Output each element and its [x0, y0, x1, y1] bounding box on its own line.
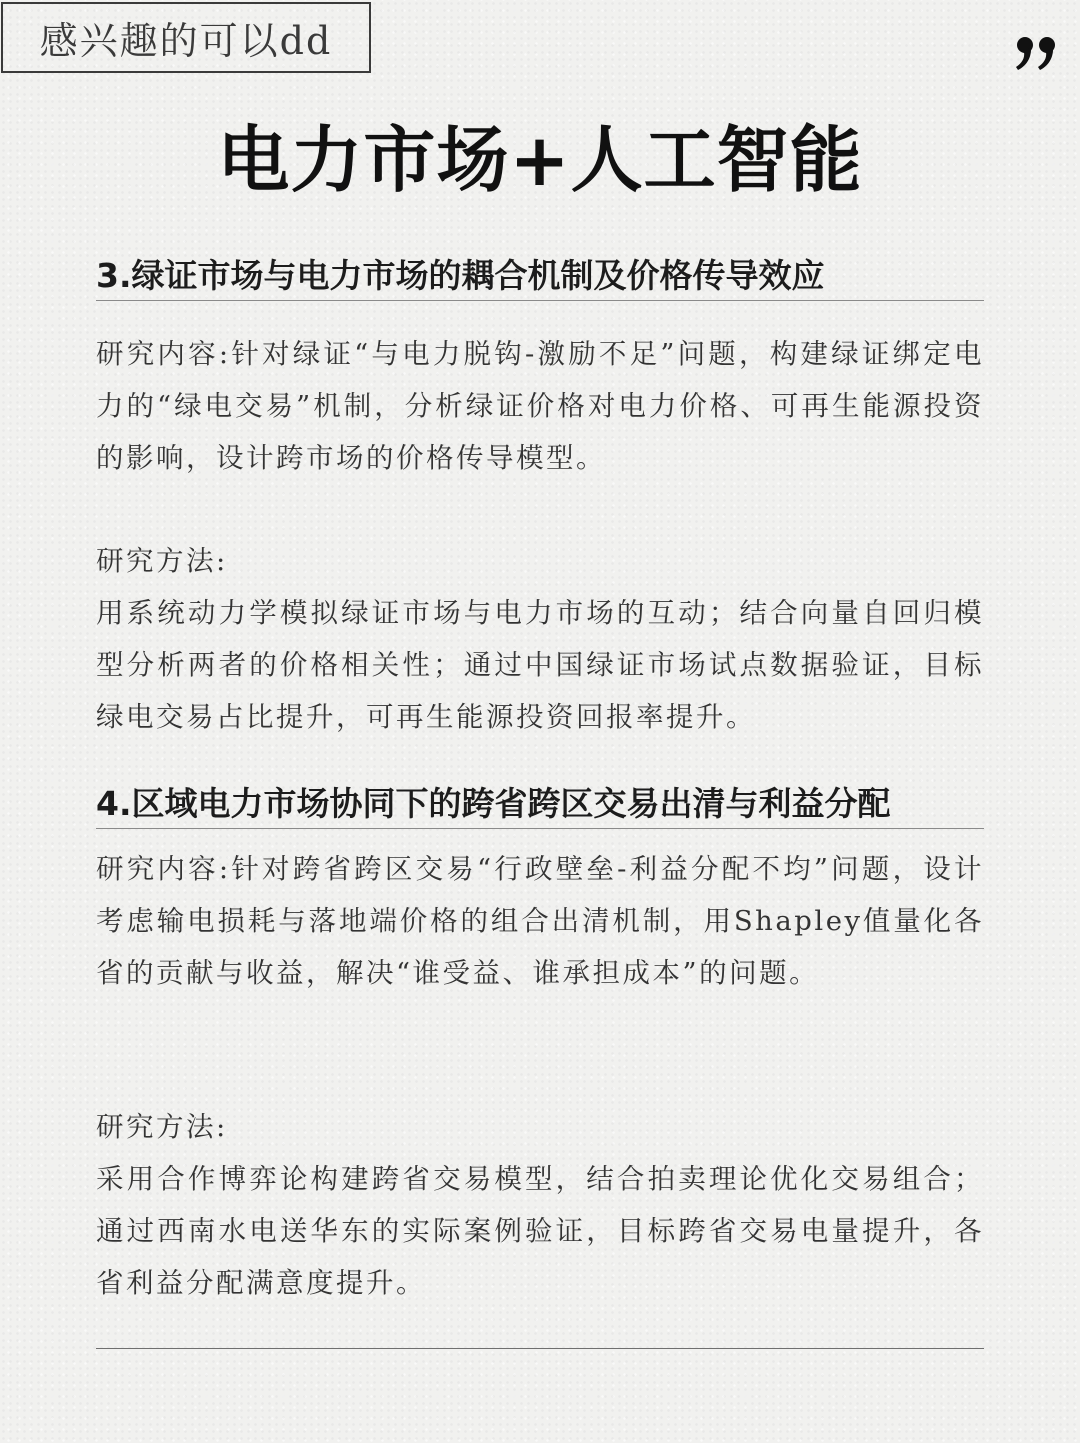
content-label: 研究内容:: [96, 338, 231, 370]
section-heading: 4.区域电力市场协同下的跨省跨区交易出清与利益分配: [96, 782, 984, 829]
quote-icon: [1014, 30, 1058, 78]
divider: [96, 1348, 984, 1349]
content-text: 针对跨省跨区交易“行政壁垒-利益分配不均”问题，设计考虑输电损耗与落地端价格的组合出清机制，用Shapley值量化各省的贡献与收益，解决“谁受益、谁承担成本”的问题。: [96, 853, 984, 989]
research-content: [96, 843, 984, 999]
method-text: 用系统动力学模拟绿证市场与电力市场的互动；结合向量自回归模型分析两者的价格相关性；通过中国绿证市场试点数据验证，目标绿电交易占比提升，可再生能源投资回报率提升。: [96, 597, 984, 733]
method-label: 研究方法:: [96, 545, 228, 577]
method-text: 采用合作博弈论构建跨省交易模型，结合拍卖理论优化交易组合；通过西南水电送华东的实际案例验证，目标跨省交易电量提升，各省利益分配满意度提升。: [96, 1163, 984, 1299]
tag-label: 感兴趣的可以dd: [1, 2, 371, 73]
content-label: 研究内容:: [96, 853, 231, 885]
research-content: [96, 328, 984, 484]
content-text: 针对绿证“与电力脱钩-激励不足”问题，构建绿证绑定电力的“绿电交易”机制，分析绿证价格对电力价格、可再生能源投资的影响，设计跨市场的价格传导模型。: [96, 338, 984, 474]
section-heading: 3.绿证市场与电力市场的耦合机制及价格传导效应: [96, 254, 984, 301]
method-label: 研究方法:: [96, 1111, 228, 1143]
page-title: 电力市场+人工智能: [217, 118, 863, 202]
